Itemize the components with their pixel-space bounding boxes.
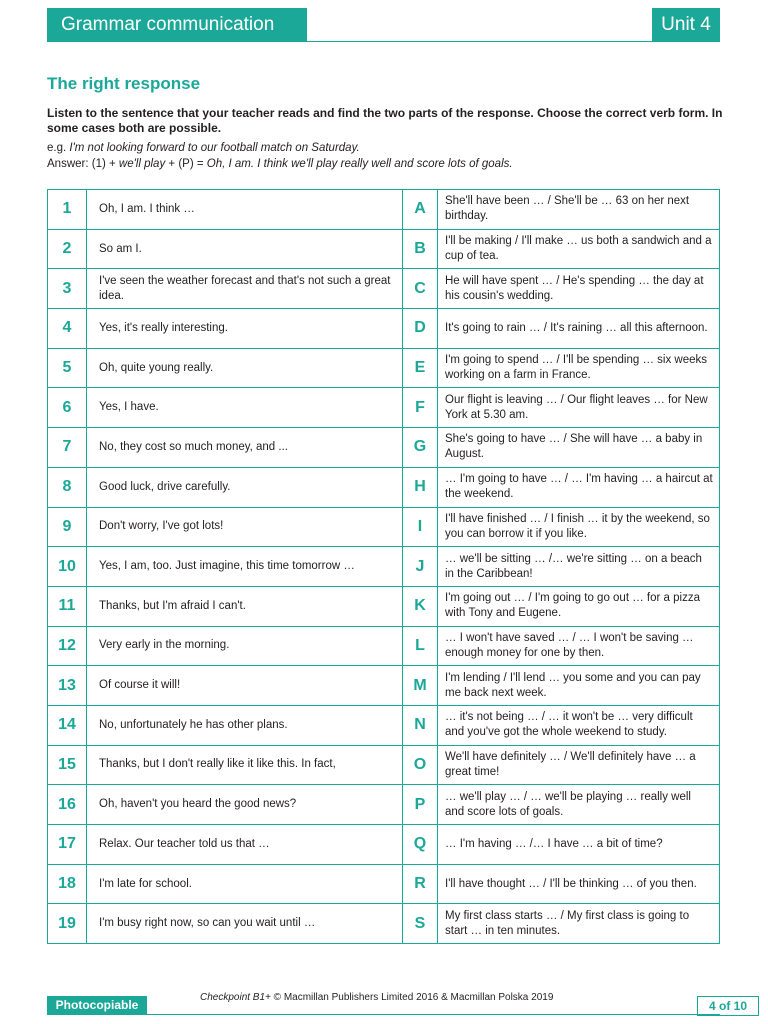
row-letter: R: [403, 864, 438, 904]
row-letter: L: [403, 626, 438, 666]
photocopiable-badge: Photocopiable: [47, 996, 147, 1014]
row-sentence: No, unfortunately he has other plans.: [87, 705, 403, 745]
row-number: 2: [48, 229, 87, 269]
row-response: I'll have thought … / I'll be thinking … of you then.: [438, 864, 720, 904]
row-letter: K: [403, 586, 438, 626]
row-number: 5: [48, 348, 87, 388]
row-number: 13: [48, 666, 87, 706]
row-letter: J: [403, 547, 438, 587]
example-sentence: I'm not looking forward to our football match on Saturday.: [69, 142, 360, 154]
row-number: 7: [48, 428, 87, 468]
row-response: … we'll be sitting … /… we're sitting … on a beach in the Caribbean!: [438, 547, 720, 587]
row-response: I'm going to spend … / I'll be spending … six weeks working on a farm in France.: [438, 348, 720, 388]
row-sentence: Thanks, but I'm afraid I can't.: [87, 586, 403, 626]
row-sentence: I'm late for school.: [87, 864, 403, 904]
table-row: [48, 348, 720, 388]
answer-prefix: Answer: (1) +: [47, 158, 119, 170]
row-response: It's going to rain … / It's raining … all this afternoon.: [438, 309, 720, 349]
row-letter: S: [403, 904, 438, 944]
row-sentence: Oh, I am. I think …: [87, 190, 403, 230]
row-letter: I: [403, 507, 438, 547]
row-response: I'll have finished … / I finish … it by the weekend, so you can borrow it if you like.: [438, 507, 720, 547]
row-response: I'm lending / I'll lend … you some and you can pay me back next week.: [438, 666, 720, 706]
table-row: [48, 507, 720, 547]
page-number: 4 of 10: [697, 996, 759, 1016]
answer-full: Oh, I am. I think we'll play really well and score lots of goals.: [206, 158, 513, 170]
row-letter: Q: [403, 825, 438, 865]
row-number: 14: [48, 705, 87, 745]
table-row: [48, 745, 720, 785]
table-row: [48, 666, 720, 706]
table-row: [48, 190, 720, 230]
row-letter: H: [403, 467, 438, 507]
table-row: [48, 428, 720, 468]
table-row: [48, 586, 720, 626]
row-sentence: Very early in the morning.: [87, 626, 403, 666]
row-sentence: Don't worry, I've got lots!: [87, 507, 403, 547]
table-row: [48, 626, 720, 666]
row-sentence: Good luck, drive carefully.: [87, 467, 403, 507]
table-row: [48, 388, 720, 428]
row-letter: M: [403, 666, 438, 706]
row-response: … it's not being … / … it won't be … very difficult and you've got the whole weekend to study.: [438, 705, 720, 745]
row-number: 17: [48, 825, 87, 865]
row-sentence: Oh, haven't you heard the good news?: [87, 785, 403, 825]
table-row: [48, 467, 720, 507]
row-response: … I'm having … /… I have … a bit of time?: [438, 825, 720, 865]
answer-mid: + (P) =: [165, 158, 207, 170]
unit-badge: Unit 4: [652, 8, 720, 42]
row-number: 18: [48, 864, 87, 904]
row-sentence: I've seen the weather forecast and that's not such a great idea.: [87, 269, 403, 309]
row-number: 8: [48, 467, 87, 507]
header-title: Grammar communication: [47, 8, 307, 42]
row-number: 1: [48, 190, 87, 230]
example-answer-line: [47, 156, 727, 172]
row-sentence: Relax. Our teacher told us that …: [87, 825, 403, 865]
table-row: [48, 547, 720, 587]
table-row: [48, 785, 720, 825]
table-row: [48, 269, 720, 309]
table-row: [48, 825, 720, 865]
row-letter: A: [403, 190, 438, 230]
row-letter: P: [403, 785, 438, 825]
copyright: [200, 992, 553, 1003]
row-sentence: So am I.: [87, 229, 403, 269]
row-response: My first class starts … / My first class is going to start … in ten minutes.: [438, 904, 720, 944]
row-letter: G: [403, 428, 438, 468]
row-number: 16: [48, 785, 87, 825]
row-sentence: Thanks, but I don't really like it like this. In fact,: [87, 745, 403, 785]
row-letter: N: [403, 705, 438, 745]
row-number: 9: [48, 507, 87, 547]
table-row: [48, 864, 720, 904]
row-number: 6: [48, 388, 87, 428]
footer-divider: [47, 1014, 720, 1015]
table-row: [48, 229, 720, 269]
matching-table: [47, 189, 720, 944]
table-row: [48, 705, 720, 745]
row-number: 4: [48, 309, 87, 349]
row-response: … we'll play … / … we'll be playing … really well and score lots of goals.: [438, 785, 720, 825]
section-title: The right response: [47, 74, 201, 93]
row-response: Our flight is leaving … / Our flight leaves … for New York at 5.30 am.: [438, 388, 720, 428]
row-letter: B: [403, 229, 438, 269]
row-letter: F: [403, 388, 438, 428]
row-response: I'll be making / I'll make … us both a sandwich and a cup of tea.: [438, 229, 720, 269]
row-number: 12: [48, 626, 87, 666]
row-sentence: I'm busy right now, so can you wait until …: [87, 904, 403, 944]
row-response: … I'm going to have … / … I'm having … a haircut at the weekend.: [438, 467, 720, 507]
example: [47, 140, 727, 172]
row-sentence: Oh, quite young really.: [87, 348, 403, 388]
row-response: She's going to have … / She will have … a baby in August.: [438, 428, 720, 468]
row-number: 10: [48, 547, 87, 587]
copyright-rest: © Macmillan Publishers Limited 2016 & Macmillan Polska 2019: [270, 992, 554, 1003]
row-response: I'm going out … / I'm going to go out … for a pizza with Tony and Eugene.: [438, 586, 720, 626]
row-response: He will have spent … / He's spending … the day at his cousin's wedding.: [438, 269, 720, 309]
row-sentence: No, they cost so much money, and ...: [87, 428, 403, 468]
row-sentence: Of course it will!: [87, 666, 403, 706]
instructions: Listen to the sentence that your teacher reads and find the two parts of the response. Choose the correct verb form. In some cases both are possible.: [47, 106, 723, 135]
row-sentence: Yes, I am, too. Just imagine, this time tomorrow …: [87, 547, 403, 587]
row-sentence: Yes, it's really interesting.: [87, 309, 403, 349]
answer-part1: we'll play: [118, 158, 166, 170]
table-row: [48, 904, 720, 944]
row-letter: E: [403, 348, 438, 388]
row-number: 15: [48, 745, 87, 785]
table-row: [48, 309, 720, 349]
row-response: She'll have been … / She'll be … 63 on her next birthday.: [438, 190, 720, 230]
header-divider: [47, 41, 720, 42]
row-number: 3: [48, 269, 87, 309]
example-line: [47, 140, 727, 156]
row-letter: D: [403, 309, 438, 349]
example-prefix: e.g.: [47, 142, 70, 154]
row-letter: O: [403, 745, 438, 785]
row-number: 19: [48, 904, 87, 944]
row-number: 11: [48, 586, 87, 626]
row-sentence: Yes, I have.: [87, 388, 403, 428]
row-response: … I won't have saved … / … I won't be saving … enough money for one by then.: [438, 626, 720, 666]
row-letter: C: [403, 269, 438, 309]
copyright-title: Checkpoint B1+: [200, 992, 271, 1003]
row-response: We'll have definitely … / We'll definitely have … a great time!: [438, 745, 720, 785]
